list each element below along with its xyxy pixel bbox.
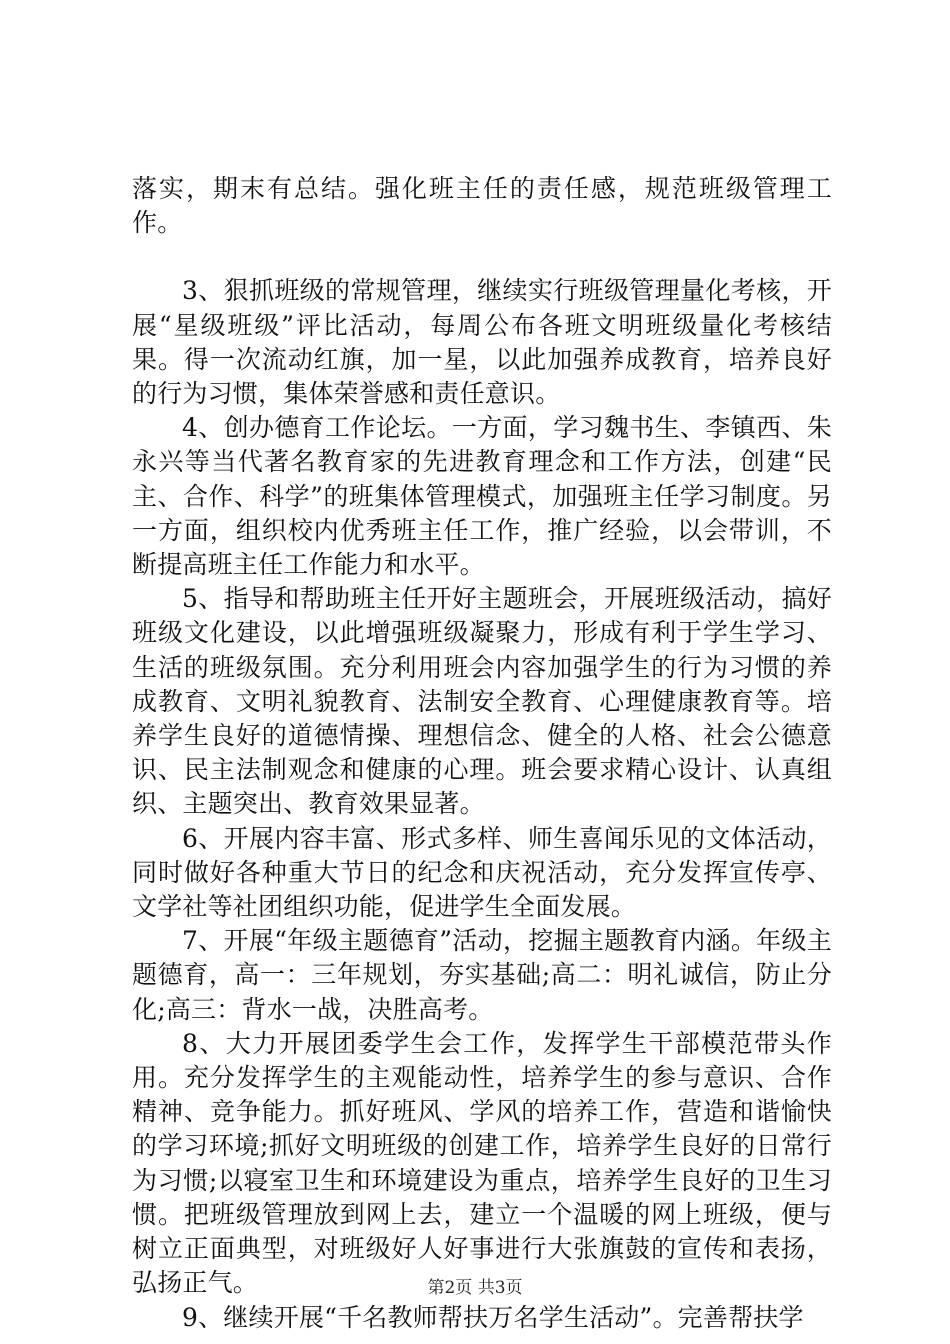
paragraph-item-6: 6、开展内容丰富、形式多样、师生喜闻乐见的文体活动，同时做好各种重大节日的纪念和庆祝活动，充分发挥宣传亭、文学社等社团组织功能，促进学生全面发展。 [132, 823, 832, 922]
paragraph-continuation: 落实，期末有总结。强化班主任的责任感，规范班级管理工作。 [132, 174, 832, 238]
document-body [132, 172, 832, 1335]
paragraph-item-8: 8、大力开展团委学生会工作，发挥学生干部模范带头作用。充分发挥学生的主观能动性，培养学生的参与意识、合作精神、竞争能力。抓好班风、学风的培养工作，营造和谐愉快的学习环境;抓好文明班级的创建工作，培养学生良好的日常行为习惯;以寝室卫生和环境建设为重点，培养学生良好的卫生习惯。把班级管理放到网上去，建立一个温暖的网上班级，便与树立正面典型，对班级好人好事进行大张旗鼓的宣传和表扬，弘扬正气。 [132, 1028, 832, 1298]
paragraph-item-3: 3、狠抓班级的常规管理，继续实行班级管理量化考核，开展“星级班级”评比活动，每周公布各班文明班级量化考核结果。得一次流动红旗，加一星，以此加强养成教育，培养良好的行为习惯，集体荣誉感和责任意识。 [132, 276, 832, 409]
paragraph-item-9: 9、继续开展“千名教师帮扶万名学生活动”。完善帮扶学 [182, 1302, 804, 1332]
paragraph-item-5: 5、指导和帮助班主任开好主题班会，开展班级活动，搞好班级文化建设，以此增强班级凝聚力，形成有利于学生学习、生活的班级氛围。充分利用班会内容加强学生的行为习惯的养成教育、文明礼貌教育、法制安全教育、心理健康教育等。培养学生良好的道德情操、理想信念、健全的人格、社会公德意识、民主法制观念和健康的心理。班会要求精心设计、认真组织、主题突出、教育效果显著。 [132, 584, 832, 819]
paragraph-item-4: 4、创办德育工作论坛。一方面，学习魏书生、李镇西、朱永兴等当代著名教育家的先进教育理念和工作方法，创建“民主、合作、科学”的班集体管理模式，加强班主任学习制度。另一方面，组织校内优秀班主任工作，推广经验，以会带训，不断提高班主任工作能力和水平。 [132, 413, 832, 580]
page-footer: 第2页 共3页 [427, 1278, 523, 1298]
paragraph-item-7: 7、开展“年级主题德育”活动，挖掘主题教育内涵。年级主题德育，高一：三年规划，夯实基础;高二：明礼诚信，防止分化;高三：背水一战，决胜高考。 [132, 926, 832, 1024]
